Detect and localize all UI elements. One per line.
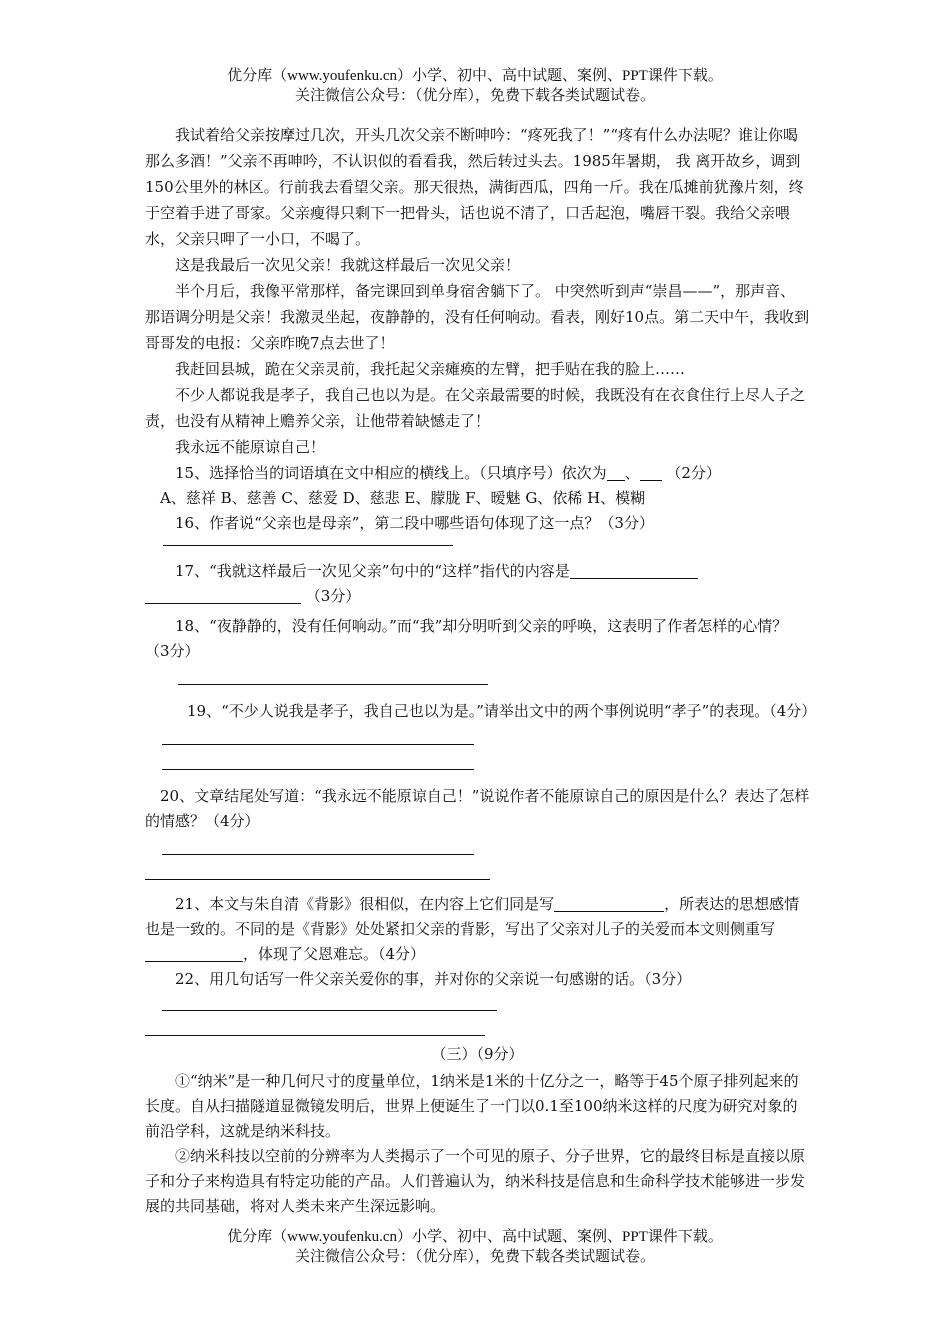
answer-line[interactable] — [145, 1035, 485, 1036]
section-3-para-1: ①“纳米”是一种几何尺寸的度量单位，1纳米是1米的十亿分之一，略等于45个原子排列起来的长度。自从扫描隧道显微镜发明后，世界上便诞生了一门以0.1至100纳米这样的尺度为研究对象的前沿学科，这就是纳米科技。 — [145, 1072, 799, 1140]
question-18: 18、“夜静静的，没有任何响动。”而“我”却分明听到父亲的呼唤，这表明了作者怎样的心情？（3分） — [145, 617, 788, 660]
question-22: 22、用几句话写一件父亲关爱你的事，并对你的父亲说一句感谢的话。（3分） — [175, 970, 692, 988]
document-body — [145, 122, 817, 1219]
section-3-para-2: ②纳米科技以空前的分辨率为人类揭示了一个可见的原子、分子世界，它的最终目标是直接以原子和分子来构造具有特定功能的产品。人们普遍认为，纳米科技是信息和生命科学技术能够进一步发展的共同基础，将对人类未来产生深远影响。 — [145, 1147, 806, 1215]
passage-paragraph: 半个月后，我像平常那样，备完课回到单身宿舍躺下了。 中突然听到声“崇昌——”，那声音、那语调分明是父亲！我激灵坐起，夜静静的，没有任何响动。看表，刚好10点。第二天中午，我收到哥哥发的电报：父亲昨晚7点去世了！ — [145, 282, 810, 352]
question-17: 17、“我就这样最后一次见父亲”句中的“这样”指代的内容是 — [145, 559, 810, 584]
answer-blank[interactable] — [640, 464, 662, 481]
answer-line[interactable] — [162, 1010, 497, 1011]
answer-line[interactable] — [163, 545, 453, 546]
footer-line-1: 优分库（www.youfenku.cn）小学、初中、高中试题、案例、PPT课件下载。 — [227, 1229, 723, 1245]
passage-paragraph: 我试着给父亲按摩过几次，开头几次父亲不断呻吟：“疼死我了！”“疼有什么办法呢？谁让你喝那么多酒！”父亲不再呻吟，不认识似的看看我，然后转过头去。1985年暑期， 我 离开故乡，调到150公里外的林区。行前我去看望父亲。那天很热，满街西瓜，四角一斤。我在瓜摊前犹豫片刻，终于空着手进了哥家。父亲瘦得只剩下一把骨头，话也说不清了，口舌起泡，嘴唇干裂。我给父亲喂水，父亲只呷了一小口，不喝了。 — [145, 126, 804, 248]
section-3-title: （三）（9分） — [431, 1045, 524, 1063]
passage-paragraph: 不少人都说我是孝子，我自己也以为是。在父亲最需要的时候，我既没有在衣食住行上尽人子之责，也没有从精神上赡养父亲，让他带着缺憾走了！ — [145, 386, 806, 430]
footer-line-2: 关注微信公众号：（优分库），免费下载各类试题试卷。 — [294, 1249, 655, 1265]
answer-line[interactable] — [162, 769, 474, 770]
answer-line[interactable] — [162, 854, 474, 855]
passage-paragraph: 我赶回县城，跪在父亲灵前，我托起父亲瘫痪的左臂，把手贴在我的脸上…… — [175, 360, 686, 378]
answer-blank[interactable] — [607, 464, 625, 481]
question-20: 20、文章结尾处写道：“我永远不能原谅自己！”说说作者不能原谅自己的原因是什么？表达了怎样的情感？（4分） — [145, 787, 810, 830]
passage-paragraph: 这是我最后一次见父亲！我就这样最后一次见父亲！ — [175, 256, 521, 274]
answer-line[interactable] — [178, 684, 488, 685]
question-15: 15、选择恰当的词语填在文中相应的横线上。（只填序号）依次为 、 （2分） — [175, 464, 721, 482]
answer-blank[interactable] — [570, 562, 698, 579]
header-line-2: 关注微信公众号：（优分库），免费下载各类试题试卷。 — [294, 88, 655, 104]
question-19: 19、“不少人说我是孝子，我自己也以为是。”请举出文中的两个事例说明“孝子”的表现。（4分） — [187, 702, 817, 720]
question-15-options: A、慈祥 B、慈善 C、慈爱 D、慈悲 E、朦胧 F、暧魅 G、依稀 H、模糊 — [160, 489, 646, 507]
question-17-cont: （3分） — [145, 584, 810, 609]
answer-line[interactable] — [162, 744, 474, 745]
question-21: 21、本文与朱自清《背影》很相似，在内容上它们同是写 ，所表达的思想感情也是一致的。不同的是《背影》处处紧扣父亲的背影，写出了父亲对儿子的关爱而本文则侧重写，体现了父恩难忘。（4分） — [145, 895, 800, 963]
answer-blank[interactable] — [145, 587, 301, 604]
answer-blank[interactable] — [554, 895, 664, 912]
header-line-1: 优分库（www.youfenku.cn）小学、初中、高中试题、案例、PPT课件下载。 — [227, 68, 723, 84]
answer-blank[interactable] — [145, 945, 243, 962]
answer-line[interactable] — [145, 879, 490, 880]
passage-paragraph: 我永远不能原谅自己！ — [175, 438, 326, 456]
question-16: 16、作者说“父亲也是母亲”，第二段中哪些语句体现了这一点？（3分） — [175, 514, 654, 532]
